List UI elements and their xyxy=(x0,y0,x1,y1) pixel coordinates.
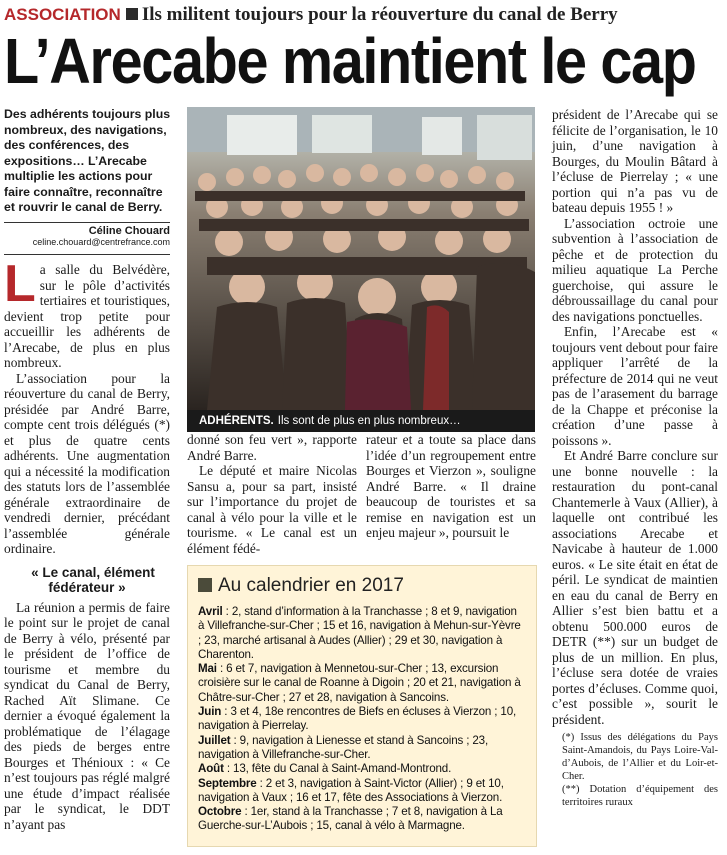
calendar-entry-text: : 13, fête du Canal à Saint-Amand-Montrond. xyxy=(223,762,452,776)
calendar-entry xyxy=(198,705,526,734)
article-paragraph: Le député et maire Nicolas Sansu a, pour sa part, insisté sur l’importance du projet de canal à vélo pour la ville et le tourisme. « Le canal est un élément fédé- xyxy=(187,463,357,556)
article-column-4 xyxy=(552,107,718,809)
calendar-entry-text: : 9, navigation à Lienesse et stand à Sancoins ; 23, navigation à Villefranche-sur-Cher. xyxy=(198,733,489,761)
headline: L’Arecabe maintient le cap xyxy=(4,25,696,97)
calendar-month: Avril xyxy=(198,605,223,618)
calendar-month: Juillet xyxy=(198,733,231,747)
caption-label: ADHÉRENTS. xyxy=(199,415,274,427)
photo-caption xyxy=(187,410,535,432)
calendar-entry xyxy=(198,605,526,662)
article-column-2 xyxy=(187,432,357,556)
article-column-1 xyxy=(4,255,170,832)
footnotes xyxy=(552,731,718,809)
calendar-entry-text: : 3 et 4, 18e rencontres de Biefs en écluses à Vierzon ; 10, navigation à Pierrelay. xyxy=(198,705,517,733)
article-paragraph: L’association pour la réouverture du canal de Berry, présidée par André Barre, compte cent trois délégués (*) et plus de quatre cents adhérents. Une augmentation qui a nécessité la modification des statuts lors de l’assemblée générale extraordinaire de vendredi dernier, précédant l’assemblée générale ordinaire. xyxy=(4,370,170,556)
article-paragraph: La réunion a permis de faire le point sur le projet de canal de Berry à vélo, présenté par le président de l’office de tourisme et membre du syndicat du Canal de Berry, Rached Aït Slimane. Ce dernier a évoqué également la problématique de l’élagage des pieds de berges entre Bourges et Thénioux : « Ce n’est toujours pas réglé malgré une étude d’impact réalisée par le syndicat, le DDT n’ayant pas xyxy=(4,599,170,832)
author-name: Céline Chouard xyxy=(88,225,170,237)
article-paragraph: L’association octroie une subvention à l’association de pêche et de protection du milieu aquatique La Perche guerchoise, qui assure le débroussaillage du canal pour des navigations ponctuelles. xyxy=(552,215,718,324)
calendar-entry-text: : 2 et 3, navigation à Saint-Victor (Allier) ; 9 et 10, navigation à Vaux ; 16 et 17, fête des Associations à Vierzon. xyxy=(198,776,504,804)
paragraph-text: a salle du Belvédère, sur le pôle d’activités tertiaires et touristiques, devient trop petite pour accueillir les adhérents de l’Arecabe, de plus en plus nombreux. xyxy=(4,262,170,370)
caption-text: Ils sont de plus en plus nombreux… xyxy=(277,415,461,427)
calendar-title xyxy=(198,574,526,598)
calendar-entry-text: : 2, stand d’information à la Tranchasse ; 8 et 9, navigation à Villefranche-sur-Cher ; 15 et 16, navigation à Mehun-sur-Yèvre ; 23, marché artisanal à Audes (Allier) ; 29 et 30, navigation à Charenton. xyxy=(198,605,521,661)
footnote: (*) Issus des délégations du Pays Saint-Amandois, du Pays Loire-Val-d’Aubois, de l’Allier et du Loir-et-Cher. xyxy=(562,732,718,782)
article-paragraph: président de l’Arecabe qui se félicite de l’organisation, le 10 juin, d’une navigation à Bourges, du Moulin Bâtard à l’écluse de Pierrelay ; « une portion qui n’a pas vu de bateau depuis 1955 ! » xyxy=(552,107,718,215)
news-photo xyxy=(187,107,535,410)
calendar-entry xyxy=(198,762,526,776)
author-email[interactable]: celine.chouard@centrefrance.com xyxy=(32,237,170,247)
calendar-entry xyxy=(198,777,526,806)
article-paragraph: donné son feu vert », rapporte André Barre. xyxy=(187,432,357,463)
article-paragraph: Et André Barre conclure sur une bonne nouvelle : la restauration du pont-canal Chantemerle à Vaux (Allier), à laquelle ont contribué les associations Arecabe et Navicabe à hauteur de 1.000 euros. « Le site était en état de péril. Le syndicat de maintien en eau du canal de Berry en Allier s’est bien battu et a obtenu 500.000 euros de DETR (**) sur un budget de plus de un million. En plus, l’écluse sera dotée de vraies portes d’écluses. Comme quoi, c’est possible », sourit le président. xyxy=(552,448,718,727)
calendar-month: Juin xyxy=(198,705,222,719)
footnote: (**) Dotation d’équipement des territoires ruraux xyxy=(562,784,718,808)
calendar-title-text: Au calendrier en 2017 xyxy=(218,575,404,596)
calendar-month: Septembre xyxy=(198,776,257,790)
audience-photo-illustration xyxy=(187,107,535,410)
kicker-text: Ils militent toujours pour la réouverture du canal de Berry xyxy=(141,4,618,25)
article-column-3 xyxy=(366,432,536,541)
lead-paragraph: Des adhérents toujours plus nombreux, des navigations, des conférences, des expositions… L’Arecabe multiplie les actions pour faire connaître, reconnaître et rouvrir le canal de Berry. xyxy=(4,107,171,214)
byline xyxy=(4,222,170,247)
calendar-month: Mai xyxy=(198,662,217,676)
section-label: ASSOCIATION xyxy=(4,5,121,24)
calendar-month: Août xyxy=(198,762,224,776)
article-paragraph xyxy=(4,255,170,371)
calendar-month: Octobre xyxy=(198,805,242,819)
kicker-square-icon xyxy=(126,8,138,20)
article-paragraph: Enfin, l’Arecabe est « toujours vent debout pour faire appliquer l’arrêté de la préfecture de 2014 qui ne veut pas de l’arasement du barrage de la Chappe et préconise la création d’une passe à poissons ». xyxy=(552,324,718,448)
calendar-entry-text: : 6 et 7, navigation à Mennetou-sur-Cher ; 13, excursion croisière sur le canal de Roanne à Digoin ; 20 et 21, navigation à Châtre-sur-Cher ; 27 et 28, navigation à Sancoins. xyxy=(198,662,521,704)
drop-cap: L xyxy=(4,255,36,313)
calendar-entry xyxy=(198,805,526,834)
calendar-entry xyxy=(198,662,526,705)
calendar-entry-text: : 1er, stand à la Tranchasse ; 7 et 8, navigation à La Guerche-sur-L’Aubois ; 15, canal à vélo à Marmagne. xyxy=(198,805,503,833)
calendar-square-icon xyxy=(198,578,212,592)
calendar-box xyxy=(187,565,537,847)
article-paragraph: rateur et a toute sa place dans l’idée d’un regroupement entre Bourges et Vierzon », souligne André Barre. « Il draine beaucoup de touristes et sa remise en navigation est un enjeu majeur », poursuit le xyxy=(366,432,536,540)
calendar-entry xyxy=(198,734,526,763)
kicker xyxy=(4,4,618,26)
subheading: « Le canal, élément fédérateur » xyxy=(31,564,155,595)
